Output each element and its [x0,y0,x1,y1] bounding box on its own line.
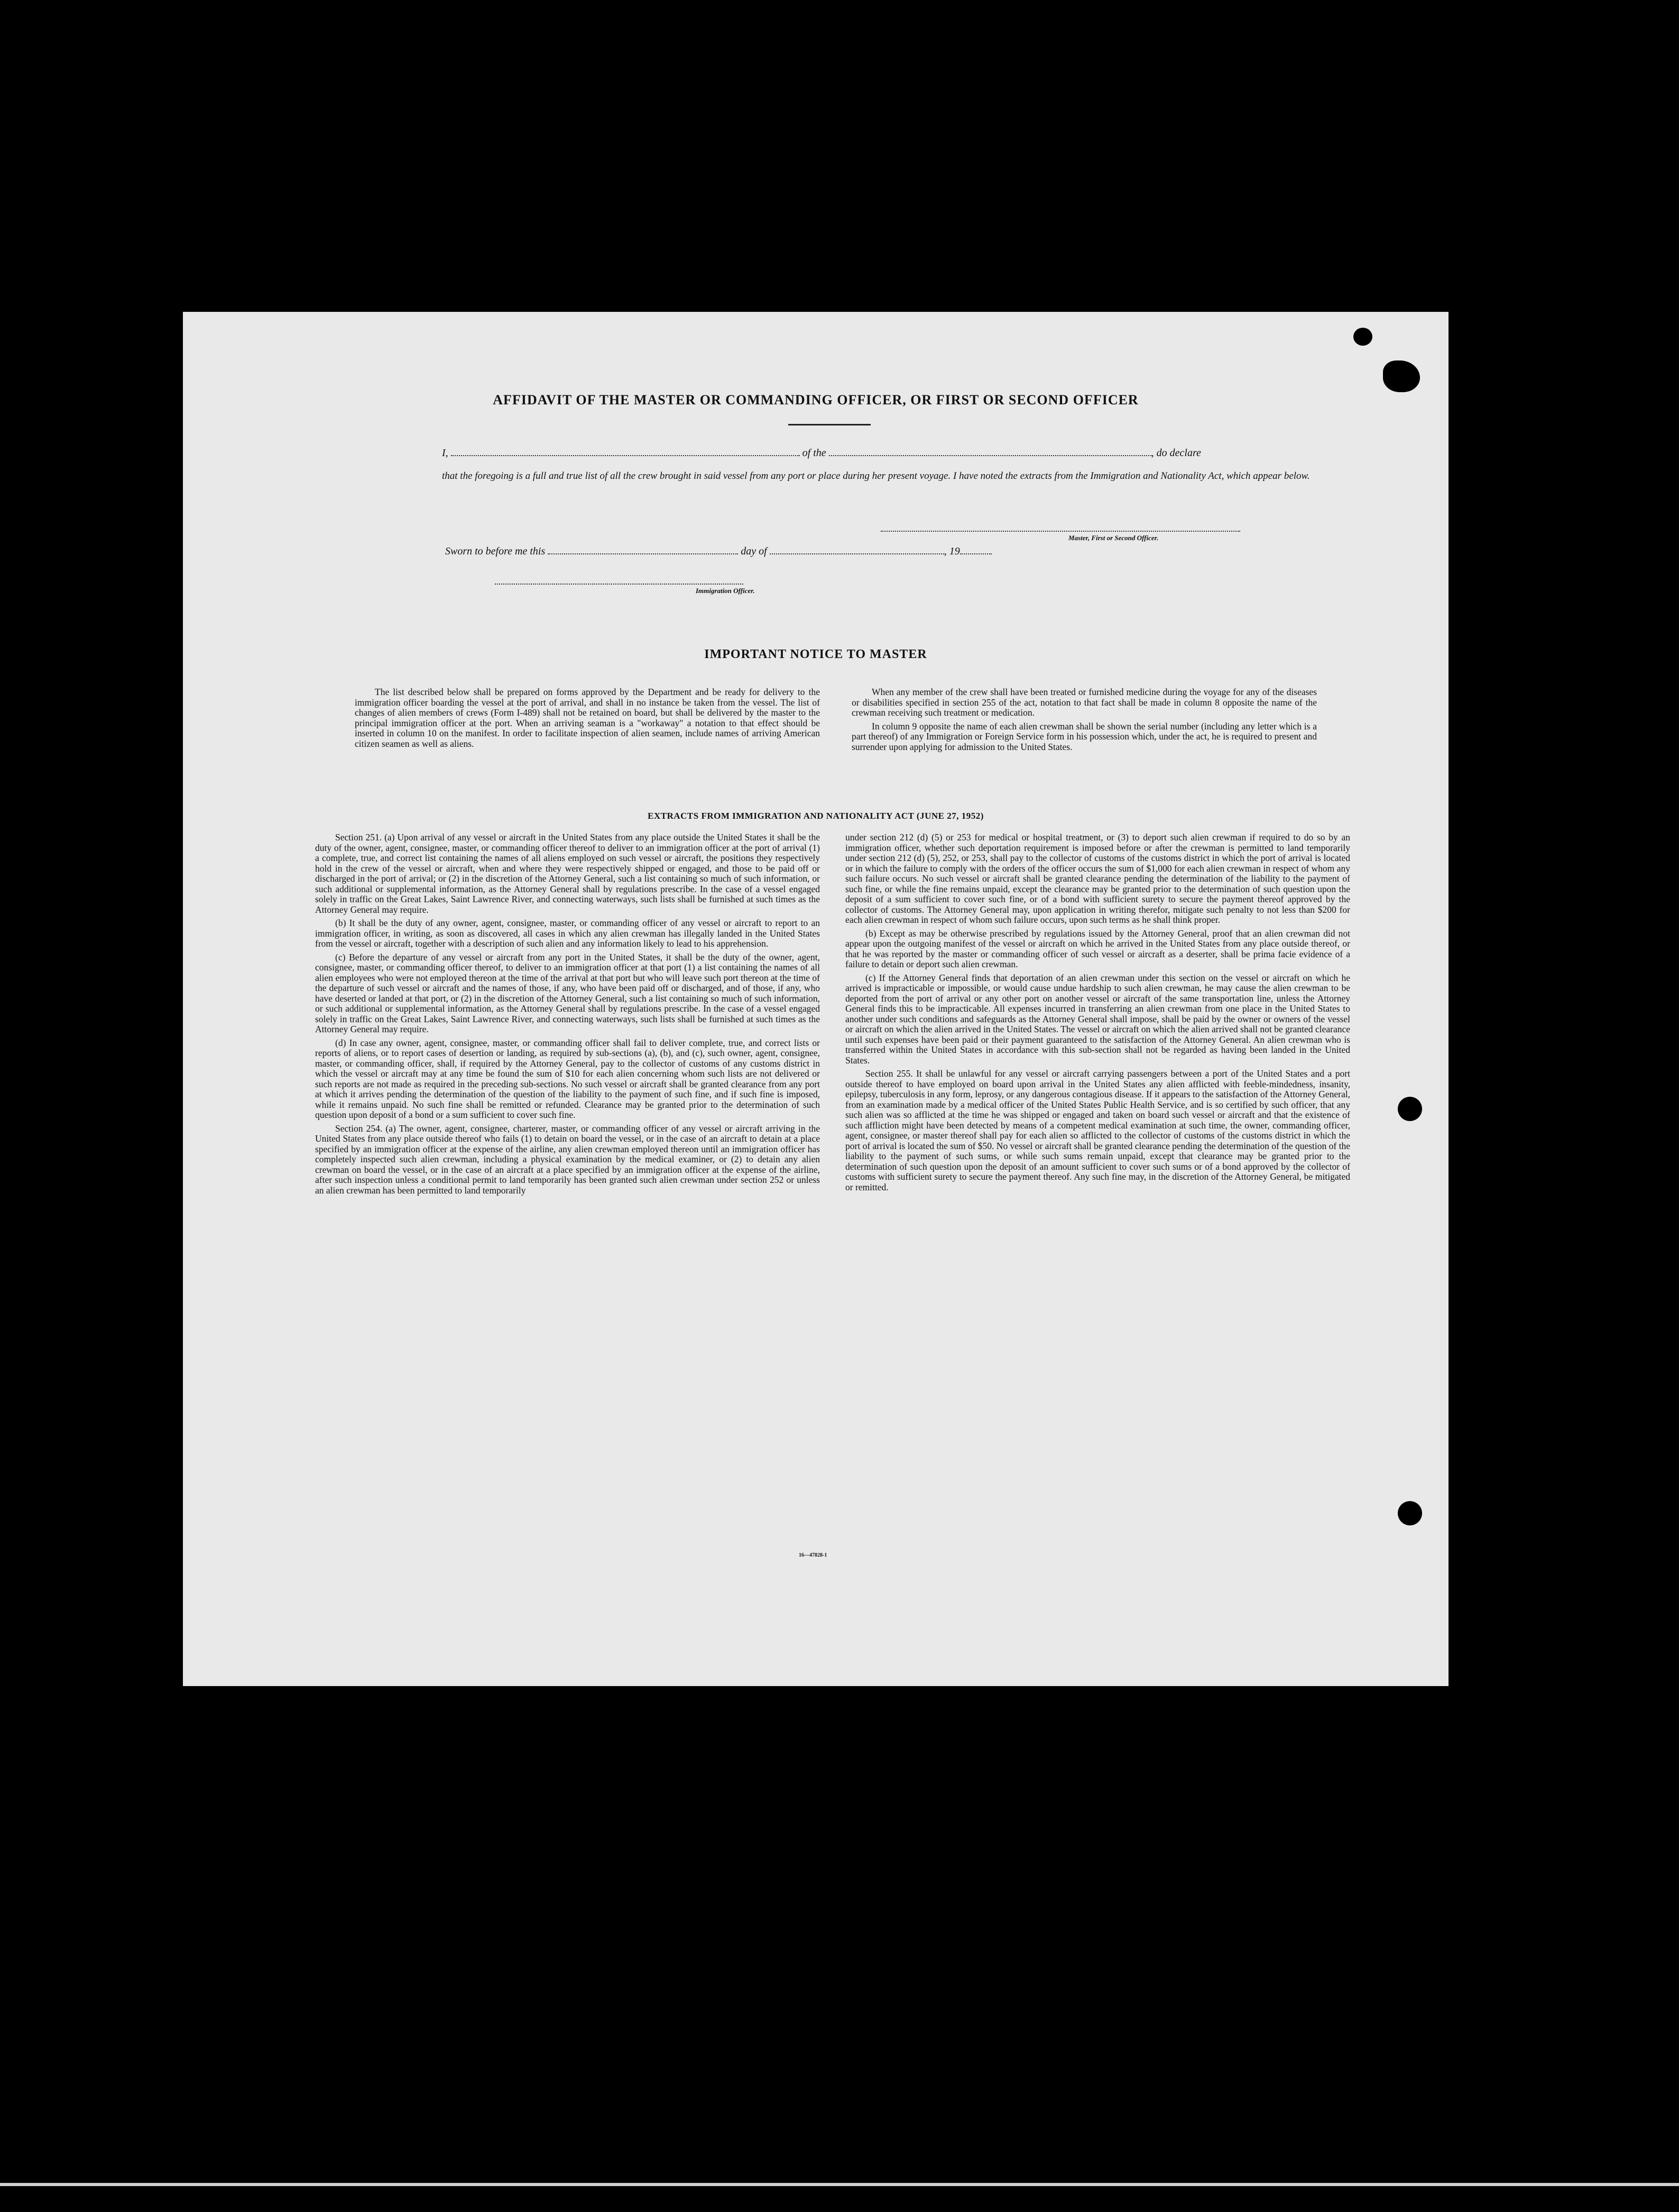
scan-streak [0,2183,1679,2186]
notice-right-paragraph-1: When any member of the crew shall have been treated or furnished medicine during the voyage for any of the diseases or disabilities specified in section 255 of the act, notation to that fact shall be made in column 8 opposite the name of the crewman receiving such treatment or medication. [852,687,1317,718]
master-signature-label: Master, First or Second Officer. [1068,534,1159,542]
affidavit-line-1 [442,447,1201,459]
scan-blot [1383,360,1420,392]
sworn-line [445,545,992,558]
notice-left-paragraph: The list described below shall be prepared on forms approved by the Department and be ready for delivery to the immigration officer boarding the vessel at the port of arrival, and shall in no instance be taken from the vessel. The list of changes of alien members of crews (Form I-489) shall not be retained on board, but shall be delivered by the master to the principal immigration officer at the port. When an arriving seaman is a "workaway" a notation to that effect should be inserted in column 10 on the manifest. In order to facilitate inspection of alien seamen, include names of arriving American citizen seamen as well as aliens. [355,687,820,749]
extract-paragraph: under section 212 (d) (5) or 253 for medical or hospital treatment, or (3) to deport such alien crewman if required to do so by an immigration officer, whether such deportation requirement is imposed before or after the crewman is permitted to land temporarily under section 212 (d) (5), 252, or 253, shall pay to the collector of customs of the customs district in which the port of arrival is located or in which the failure to comply with the orders of the officer occurs the sum of $1,000 for each alien crewman in respect of whom any such failure occurs. No such vessel or aircraft shall be granted clearance pending the determination of the liability to the payment of such fine, or while the fine remains unpaid, except the clearance may be granted prior to the determination of such question upon the deposit of a sum sufficient to cover such fine, or of a bond with sufficient surety to secure the payment thereof approved by the collector of customs. The Attorney General may, upon application in writing therefor, mitigate such penalty to not less than $200 for each alien crewman in respect of whom such failure occurs, upon such terms as he shall think proper. [845,832,1350,925]
i-label: I, [442,447,448,459]
document-page [183,312,1449,1686]
year-label: , 19 [944,545,960,557]
vessel-field[interactable] [829,448,1151,456]
notice-left-column [355,687,820,752]
extract-paragraph: (b) Except as may be otherwise prescribed by regulations issued by the Attorney General, proof that an alien crewman did not appear upon the outgoing manifest of the vessel or aircraft on which he arrived in the United States from any place outside thereof, or that he was reported by the master or commanding officer of such vessel or aircraft as a deserter, shall be prima facie evidence of a failure to detain or deport such alien crewman. [845,928,1350,969]
notice-title: IMPORTANT NOTICE TO MASTER [704,647,927,661]
sworn-year-field[interactable] [960,546,992,554]
do-declare-label: , do declare [1151,447,1201,459]
immigration-officer-line[interactable] [495,576,743,585]
notice-right-column [852,687,1317,755]
extracts-right-column [845,832,1350,1196]
extract-paragraph: (c) Before the departure of any vessel or aircraft from any port in the United States, it shall be the duty of the owner, agent, consignee, master, or commanding officer thereof, to deliver to an immigration officer at that port (1) a list containing the names of all alien employees who were not employed thereon at the time of the arrival at that port but who will leave such port thereon at the time of the departure of such vessel or aircraft and the names of those, if any, who have been paid off or discharged, and of those, if any, who have deserted or landed at that port, or (2) in the discretion of the Attorney General, such a list containing so much of such information, or such additional or supplemental information, as the Attorney General shall by regulations prescribe. In the case of a vessel engaged solely in traffic on the Great Lakes, Saint Lawrence River, and connecting waterways, such lists shall be furnished at such times as the Attorney General may require. [315,951,820,1034]
title-underline [788,424,871,425]
extract-paragraph: (d) In case any owner, agent, consignee, master, or commanding officer shall fail to deliver complete, true, and correct lists or reports of aliens, or to report cases of desertion or landing, as required by sub-sections (a), (b), and (c), such owner, agent, consignee, master, or commanding officer, shall, if required by the Attorney General, pay to the collector of customs of any customs district in which the vessel or aircraft may at any time be found the sum of $10 for each alien concerning whom such lists are not delivered or such reports are not made as required in the preceding sub-sections. No such vessel or aircraft shall be granted clearance from any port at which it arrives pending the determination of the question of the liability to the payment of such fine, and if such fine is imposed, while it remains unpaid. No such fine shall be remitted or refunded. Clearance may be granted prior to the determination of such question upon deposit of a bond or a sum sufficient to cover such fine. [315,1037,820,1120]
day-of-label: day of [741,545,767,557]
form-code: 16—47828-1 [799,1552,827,1558]
declaration-text: that the foregoing is a full and true list of all the crew brought in said vessel from any port or place during her present voyage. I have noted the extracts from the Immigration and Nationality Act, which appear below. [442,470,1310,482]
extract-paragraph: Section 254. (a) The owner, agent, consignee, charterer, master, or commanding officer of any vessel or aircraft arriving in the United States from any place outside thereof who fails (1) to detain on board the vessel, or in the case of an aircraft to detain at a place specified by an immigration officer at the expense of the airline, any alien crewman employed thereon until an immigration officer has completely inspected such alien crewman, including a physical examination by the medical examiner, or (2) to detain any alien crewman on board the vessel, or in the case of an aircraft at a place specified by an immigration officer at the expense of the airline, after such inspection unless a conditional permit to land temporarily has been granted such alien crewman under section 252 or unless an alien crewman has been permitted to land temporarily [315,1123,820,1196]
extract-paragraph: (c) If the Attorney General finds that deportation of an alien crewman under this section on the vessel or aircraft on which he arrived is impracticable or impossible, or would cause undue hardship to such alien crewman, he may cause the alien crewman to be deported from the port of arrival or any other port on another vessel or aircraft of the same transportation line, unless the Attorney General finds this to be impracticable. All expenses incurred in transferring an alien crewman from one place in the United States to another under such conditions and safeguards as the Attorney General shall impose, shall be paid by the owner or owners of the vessel or aircraft on which the alien arrived in the United States. The vessel or aircraft on which the alien arrived shall not be granted clearance until such expenses have been paid or their payment guaranteed to the satisfaction of the Attorney General. An alien crewman who is transferred within the United States in accordance with this sub-section shall not be regarded as having been landed in the United States. [845,972,1350,1066]
extract-paragraph: (b) It shall be the duty of any owner, agent, consignee, master, or commanding officer of any vessel or aircraft to report to an immigration officer, in writing, as soon as discovered, all cases in which any alien crewman has illegally landed in the United States from the vessel or aircraft, together with a description of such alien and any information likely to lead to his apprehension. [315,918,820,949]
punch-hole-top [1398,1097,1422,1121]
punch-hole-bottom [1398,1501,1422,1525]
extracts-title: EXTRACTS FROM IMMIGRATION AND NATIONALITY ACT (JUNE 27, 1952) [648,811,984,821]
immigration-officer-label: Immigration Officer. [696,587,755,595]
master-signature-line[interactable] [881,523,1240,532]
sworn-label: Sworn to before me this [445,545,546,557]
extract-paragraph: Section 251. (a) Upon arrival of any vessel or aircraft in the United States from any place outside the United States it shall be the duty of the owner, agent, consignee, master, or commanding officer thereof to deliver to an immigration officer at the port of arrival (1) a complete, true, and correct list containing the names of all aliens employed on such vessel or aircraft, the positions they respectively hold in the crew of the vessel or aircraft, when and where they were respectively shipped or engaged, and those to be paid off or discharged in the port of arrival; or (2) in the discretion of the Attorney General, such a list containing so much of such information, or such additional or supplemental information, as the Attorney General shall by regulations prescribe. In the case of a vessel engaged solely in traffic on the Great Lakes, Saint Lawrence River, and connecting waterways, such lists shall be furnished at such times as the Attorney General may require. [315,832,820,915]
extracts-left-column [315,832,820,1199]
affidavit-title: AFFIDAVIT OF THE MASTER OR COMMANDING OFFICER, OR FIRST OR SECOND OFFICER [493,392,1139,408]
extract-paragraph: Section 255. It shall be unlawful for any vessel or aircraft carrying passengers between a port of the United States and a port outside thereof to have employed on board upon arrival in the United States any alien afflicted with feeble-mindedness, insanity, epilepsy, tuberculosis in any form, leprosy, or any dangerous contagious disease. If it appears to the satisfaction of the Attorney General, from an examination made by a medical officer of the United States Public Health Service, and is so certified by such officer, that any such alien was so afflicted at the time he was shipped or engaged and taken on board such vessel or aircraft and that the existence of such affliction might have been detected by means of a competent medical examination at such time, the owner, commanding officer, agent, consignee, or master thereof shall pay for each alien so afflicted to the collector of customs of the customs district in which the port of arrival is located the sum of $50. No vessel or aircraft shall be granted clearance pending the determination of the question of the liability to the payment of such sums, or while such sums remain unpaid, except that clearance may be granted prior to the determination of such question upon the deposit of an amount sufficient to cover such sums or of a bond approved by the collector of customs with sufficient surety to secure the payment thereof. Any such fine may, in the discretion of the Attorney General, be mitigated or remitted. [845,1068,1350,1192]
notice-right-paragraph-2: In column 9 opposite the name of each alien crewman shall be shown the serial number (including any letter which is a part thereof) of any Immigration or Foreign Service form in his possession which, under the act, he is required to present and surrender upon applying for admission to the United States. [852,720,1317,752]
of-the-label: of the [802,447,826,459]
sworn-day-field[interactable] [548,546,738,554]
sworn-month-field[interactable] [770,546,944,554]
scan-blot-small [1353,328,1372,346]
name-field[interactable] [451,448,800,456]
